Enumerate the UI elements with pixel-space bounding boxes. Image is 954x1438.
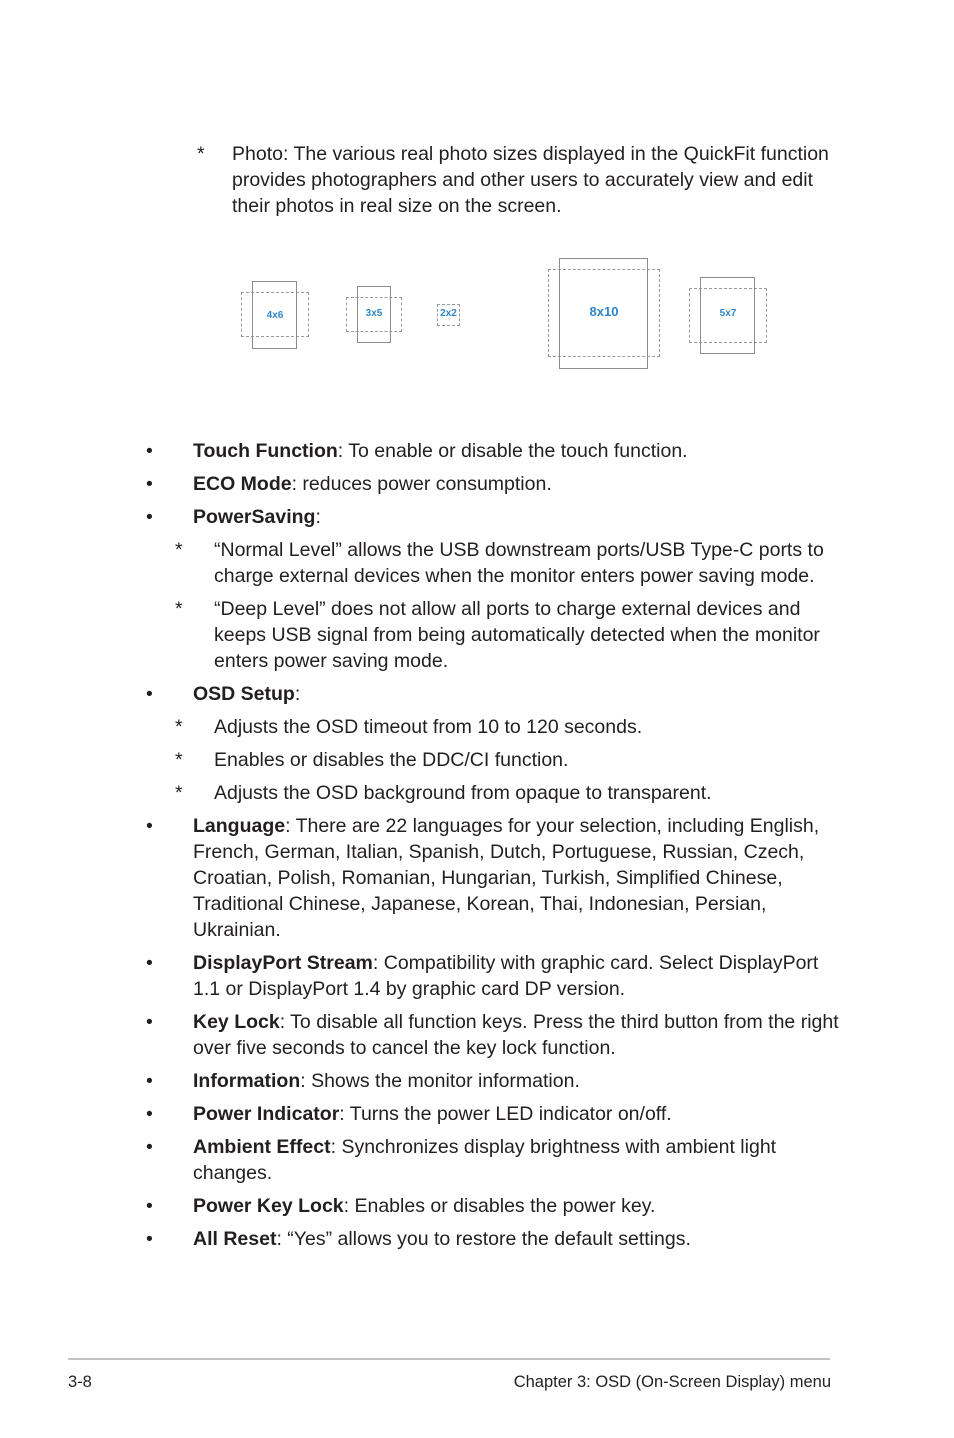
item-description: : reduces power consumption. — [291, 473, 552, 495]
item-term: Key Lock — [193, 1011, 280, 1033]
list-item — [146, 438, 846, 464]
list-item — [146, 950, 846, 1002]
sub-item-star: * — [175, 539, 183, 561]
sub-item — [146, 537, 846, 589]
item-term: Ambient Effect — [193, 1136, 331, 1158]
item-term: PowerSaving — [193, 506, 316, 528]
item-body — [193, 813, 846, 943]
list-item — [146, 504, 846, 674]
sub-item-text: Adjusts the OSD background from opaque to transparent. — [214, 782, 712, 804]
item-term: Touch Function — [193, 440, 338, 462]
item-description: : To enable or disable the touch function. — [337, 440, 688, 462]
list-item — [146, 1068, 846, 1094]
item-body — [193, 1068, 846, 1094]
sub-item-star: * — [175, 749, 183, 771]
list-item — [146, 1101, 846, 1127]
photo-size-5x7 — [689, 277, 767, 354]
bullet: • — [146, 440, 153, 462]
bullet: • — [146, 1070, 153, 1092]
item-description: : Enables or disables the power key. — [343, 1195, 656, 1217]
sub-item-text: “Normal Level” allows the USB downstream ports/USB Type-C ports to charge external devices when the monitor enters power saving mode. — [214, 539, 824, 587]
item-term: Power Indicator — [193, 1103, 340, 1125]
list-item — [146, 813, 846, 943]
item-description: : — [294, 683, 301, 705]
sub-item-text: “Deep Level” does not allow all ports to charge external devices and keeps USB signal from being automatically detected when the monitor enters power saving mode. — [214, 598, 820, 672]
item-body — [193, 1134, 846, 1186]
list-item — [146, 1134, 846, 1186]
bullet: • — [146, 473, 153, 495]
photo-size-label: 2x2 — [440, 308, 457, 319]
bullet: • — [146, 1195, 153, 1217]
bullet: • — [146, 506, 153, 528]
bullet: • — [146, 1136, 153, 1158]
sub-item-text: Adjusts the OSD timeout from 10 to 120 seconds. — [214, 716, 643, 738]
item-term: Information — [193, 1070, 301, 1092]
list-item — [146, 1009, 846, 1061]
chapter-title: Chapter 3: OSD (On-Screen Display) menu — [513, 1373, 831, 1391]
item-description: : Turns the power LED indicator on/off. — [339, 1103, 672, 1125]
item-body — [193, 1101, 846, 1127]
item-body — [193, 438, 846, 464]
osd-setting-list — [146, 438, 846, 1259]
photo-size-label: 8x10 — [589, 304, 619, 319]
sub-item — [146, 596, 846, 674]
item-description: : There are 22 languages for your selection, including English, French, German, Italian, Spanish, Dutch, Portuguese, Russian, Czech, Croatian, Polish, Romanian, Hungarian, Turkish, Simplified Chinese, Traditional Chinese, Japanese, Korean, Thai, Indonesian, Persian, Ukrainian. — [193, 815, 820, 941]
photo-size-label: 5x7 — [719, 308, 737, 319]
photo-size-2x2 — [437, 304, 460, 326]
item-term: DisplayPort Stream — [193, 952, 373, 974]
photo-note-star: * — [197, 143, 205, 165]
item-term: Power Key Lock — [193, 1195, 344, 1217]
list-item — [146, 471, 846, 497]
item-term: OSD Setup — [193, 683, 295, 705]
item-term: Language — [193, 815, 286, 837]
item-description: : “Yes” allows you to restore the default settings. — [276, 1228, 691, 1250]
photo-size-3x5 — [346, 286, 402, 343]
item-term: All Reset — [193, 1228, 277, 1250]
list-item — [146, 681, 846, 806]
footer-divider — [68, 1358, 830, 1360]
item-description: : Compatibility with graphic card. Select DisplayPort 1.1 or DisplayPort 1.4 by graphic card DP version. — [193, 952, 819, 1000]
item-term: ECO Mode — [193, 473, 292, 495]
sub-item-star: * — [175, 782, 183, 804]
list-item — [146, 1226, 846, 1252]
item-description: : Synchronizes display brightness with ambient light changes. — [193, 1136, 777, 1184]
sub-item — [146, 780, 846, 806]
bullet: • — [146, 815, 153, 837]
item-body — [193, 950, 846, 1002]
item-description: : To disable all function keys. Press the third button from the right over five seconds to cancel the key lock function. — [193, 1011, 839, 1059]
photo-size-label: 3x5 — [365, 308, 383, 319]
bullet: • — [146, 1103, 153, 1125]
item-description: : Shows the monitor information. — [300, 1070, 580, 1092]
list-item — [146, 1193, 846, 1219]
item-body — [193, 504, 846, 530]
page-number: 3-8 — [68, 1373, 92, 1391]
item-description: : — [315, 506, 321, 528]
bullet: • — [146, 1228, 153, 1250]
bullet: • — [146, 1011, 153, 1033]
photo-size-label: 4x6 — [266, 310, 284, 321]
item-body — [193, 1009, 846, 1061]
photo-size-4x6 — [241, 281, 309, 349]
sub-item — [146, 714, 846, 740]
photo-size-8x10 — [548, 258, 660, 369]
sub-item-text: Enables or disables the DDC/CI function. — [214, 749, 569, 771]
photo-note-text: Photo: The various real photo sizes displayed in the QuickFit function provides photographers and other users to accurately view and edit their photos in real size on the screen. — [232, 143, 829, 217]
sub-item — [146, 747, 846, 773]
bullet: • — [146, 683, 153, 705]
item-body — [193, 1193, 846, 1219]
bullet: • — [146, 952, 153, 974]
item-body — [193, 1226, 846, 1252]
photo-size-illustration — [0, 0, 954, 400]
sub-item-star: * — [175, 716, 183, 738]
item-body — [193, 471, 846, 497]
item-body — [193, 681, 846, 707]
sub-item-star: * — [175, 598, 183, 620]
